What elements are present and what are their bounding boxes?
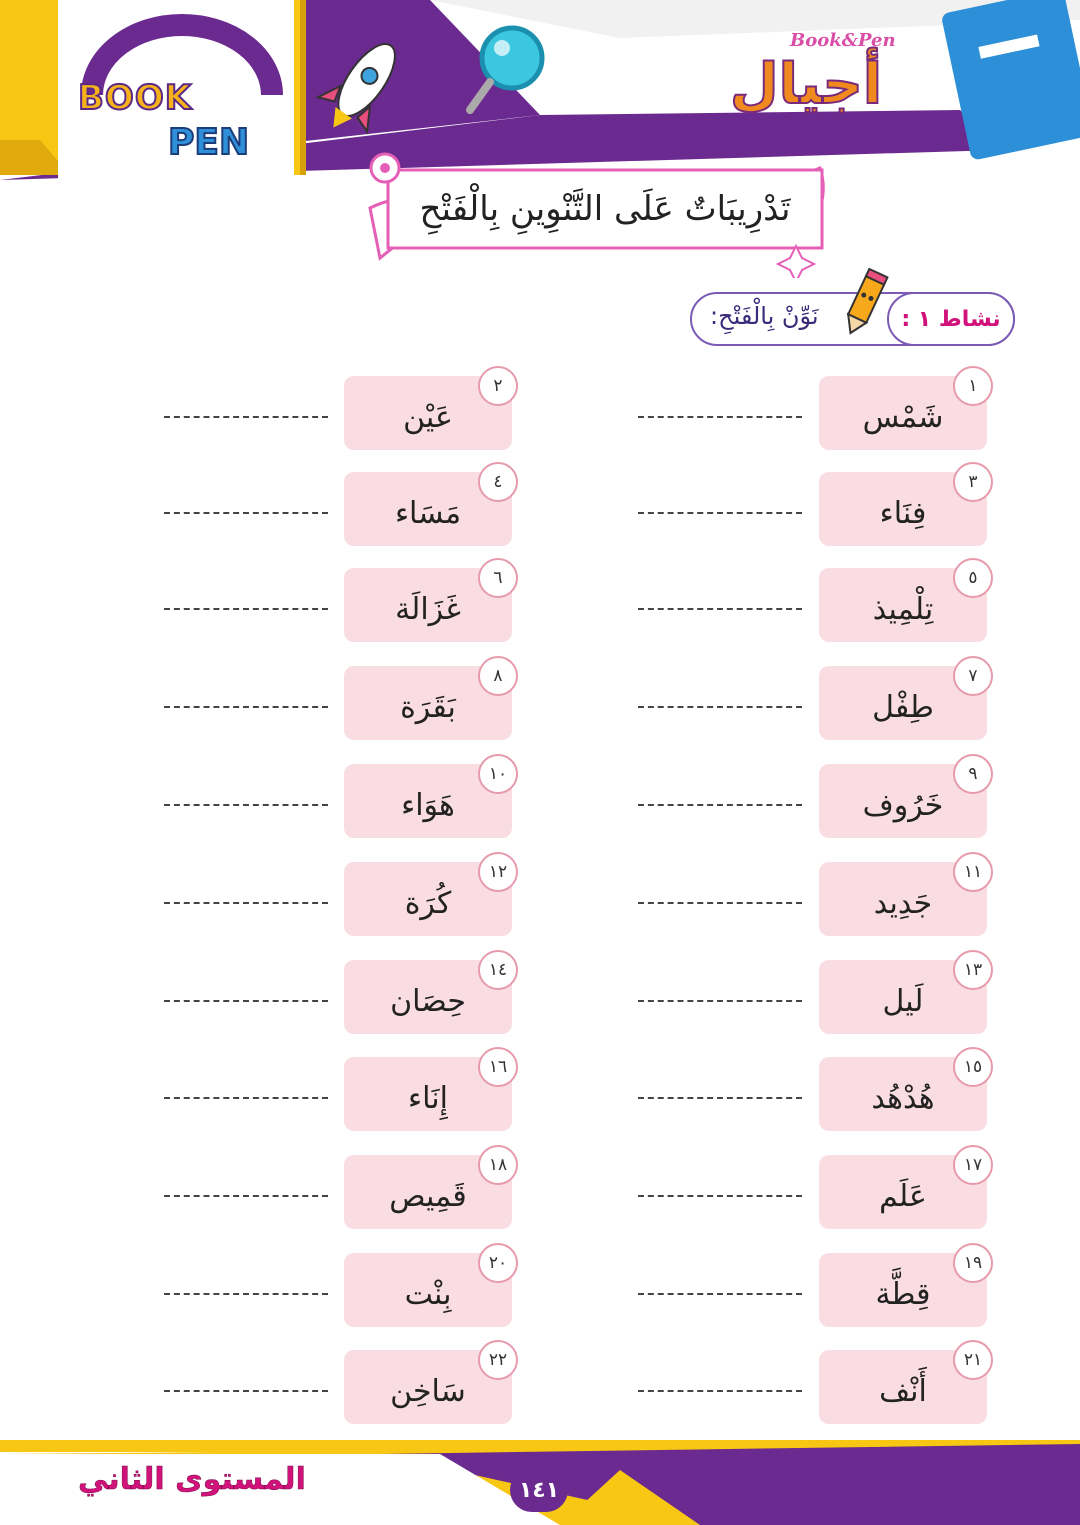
answer-blank[interactable] <box>164 804 328 806</box>
word-text: قِطَّة <box>875 1276 931 1312</box>
word-text: سَاخِن <box>390 1373 466 1409</box>
answer-blank[interactable] <box>164 416 328 418</box>
word-text: طِفْل <box>872 689 934 725</box>
word-text: هُدْهُد <box>871 1080 935 1116</box>
word-text: عَلَم <box>879 1178 927 1214</box>
answer-blank[interactable] <box>164 902 328 904</box>
answer-blank[interactable] <box>164 608 328 610</box>
word-text: فِنَاء <box>879 495 927 531</box>
item-number-badge: ٤ <box>478 462 518 502</box>
brand-logo-arabic: أجيال <box>730 52 883 117</box>
answer-blank[interactable] <box>638 804 802 806</box>
word-text: شَمْس <box>862 399 944 435</box>
answer-blank[interactable] <box>638 416 802 418</box>
item-number-badge: ٩ <box>953 754 993 794</box>
answer-blank[interactable] <box>164 512 328 514</box>
item-number-badge: ٢٠ <box>478 1243 518 1283</box>
answer-blank[interactable] <box>638 1097 802 1099</box>
page-number: ١٤١ <box>510 1468 568 1512</box>
word-text: كُرَة <box>404 885 452 921</box>
item-number-badge: ١١ <box>953 852 993 892</box>
answer-blank[interactable] <box>164 1293 328 1295</box>
activity-tag <box>887 292 1015 346</box>
answer-blank[interactable] <box>638 608 802 610</box>
item-number-badge: ١٧ <box>953 1145 993 1185</box>
item-number-badge: ٨ <box>478 656 518 696</box>
answer-blank[interactable] <box>164 1390 328 1392</box>
word-text: قَمِيص <box>389 1178 467 1214</box>
answer-blank[interactable] <box>164 1195 328 1197</box>
item-number-badge: ١٣ <box>953 950 993 990</box>
logo-book-text: BOOK <box>78 78 193 118</box>
answer-blank[interactable] <box>164 1000 328 1002</box>
word-text: خَرُوف <box>862 787 944 823</box>
item-number-badge: ٢٢ <box>478 1340 518 1380</box>
activity-instruction: نَوِّنْ بِالْفَتْحِ: <box>710 302 819 330</box>
page-title: تَدْرِيبَاتٌ عَلَى التَّنْوِينِ بِالْفَتْحِ <box>419 189 791 229</box>
answer-blank[interactable] <box>164 1097 328 1099</box>
answer-blank[interactable] <box>638 1195 802 1197</box>
logo-pen-text: PEN <box>168 122 250 163</box>
activity-tag-label: نشاط ١ : <box>901 306 1001 332</box>
word-text: هَوَاء <box>401 787 455 823</box>
item-number-badge: ٢ <box>478 366 518 406</box>
word-text: بَقَرَة <box>400 689 456 725</box>
item-number-badge: ١٤ <box>478 950 518 990</box>
word-text: لَيل <box>882 983 924 1019</box>
word-text: عَيْن <box>403 399 453 435</box>
item-number-badge: ١٨ <box>478 1145 518 1185</box>
item-number-badge: ١٠ <box>478 754 518 794</box>
word-text: إِنَاء <box>408 1080 448 1116</box>
level-label: المستوى الثاني <box>78 1462 306 1497</box>
item-number-badge: ٢١ <box>953 1340 993 1380</box>
answer-blank[interactable] <box>638 1293 802 1295</box>
word-text: حِصَان <box>390 983 466 1019</box>
answer-blank[interactable] <box>638 902 802 904</box>
item-number-badge: ١٦ <box>478 1047 518 1087</box>
item-number-badge: ١٩ <box>953 1243 993 1283</box>
word-text: تِلْمِيذ <box>872 591 934 627</box>
pencil-icon <box>838 268 890 340</box>
answer-blank[interactable] <box>638 1390 802 1392</box>
page-title-box <box>388 170 822 248</box>
item-number-badge: ١ <box>953 366 993 406</box>
word-text: بِنْت <box>404 1276 452 1312</box>
word-text: غَزَالَة <box>395 591 461 627</box>
brand-logo-latin: Book&Pen <box>790 30 896 51</box>
item-number-badge: ٧ <box>953 656 993 696</box>
item-number-badge: ٥ <box>953 558 993 598</box>
answer-blank[interactable] <box>638 512 802 514</box>
item-number-badge: ١٥ <box>953 1047 993 1087</box>
item-number-badge: ١٢ <box>478 852 518 892</box>
answer-blank[interactable] <box>638 706 802 708</box>
word-text: مَسَاء <box>394 495 462 531</box>
item-number-badge: ٣ <box>953 462 993 502</box>
item-number-badge: ٦ <box>478 558 518 598</box>
word-text: أَنْف <box>879 1373 927 1409</box>
answer-blank[interactable] <box>638 1000 802 1002</box>
answer-blank[interactable] <box>164 706 328 708</box>
word-text: جَدِيد <box>873 885 933 921</box>
